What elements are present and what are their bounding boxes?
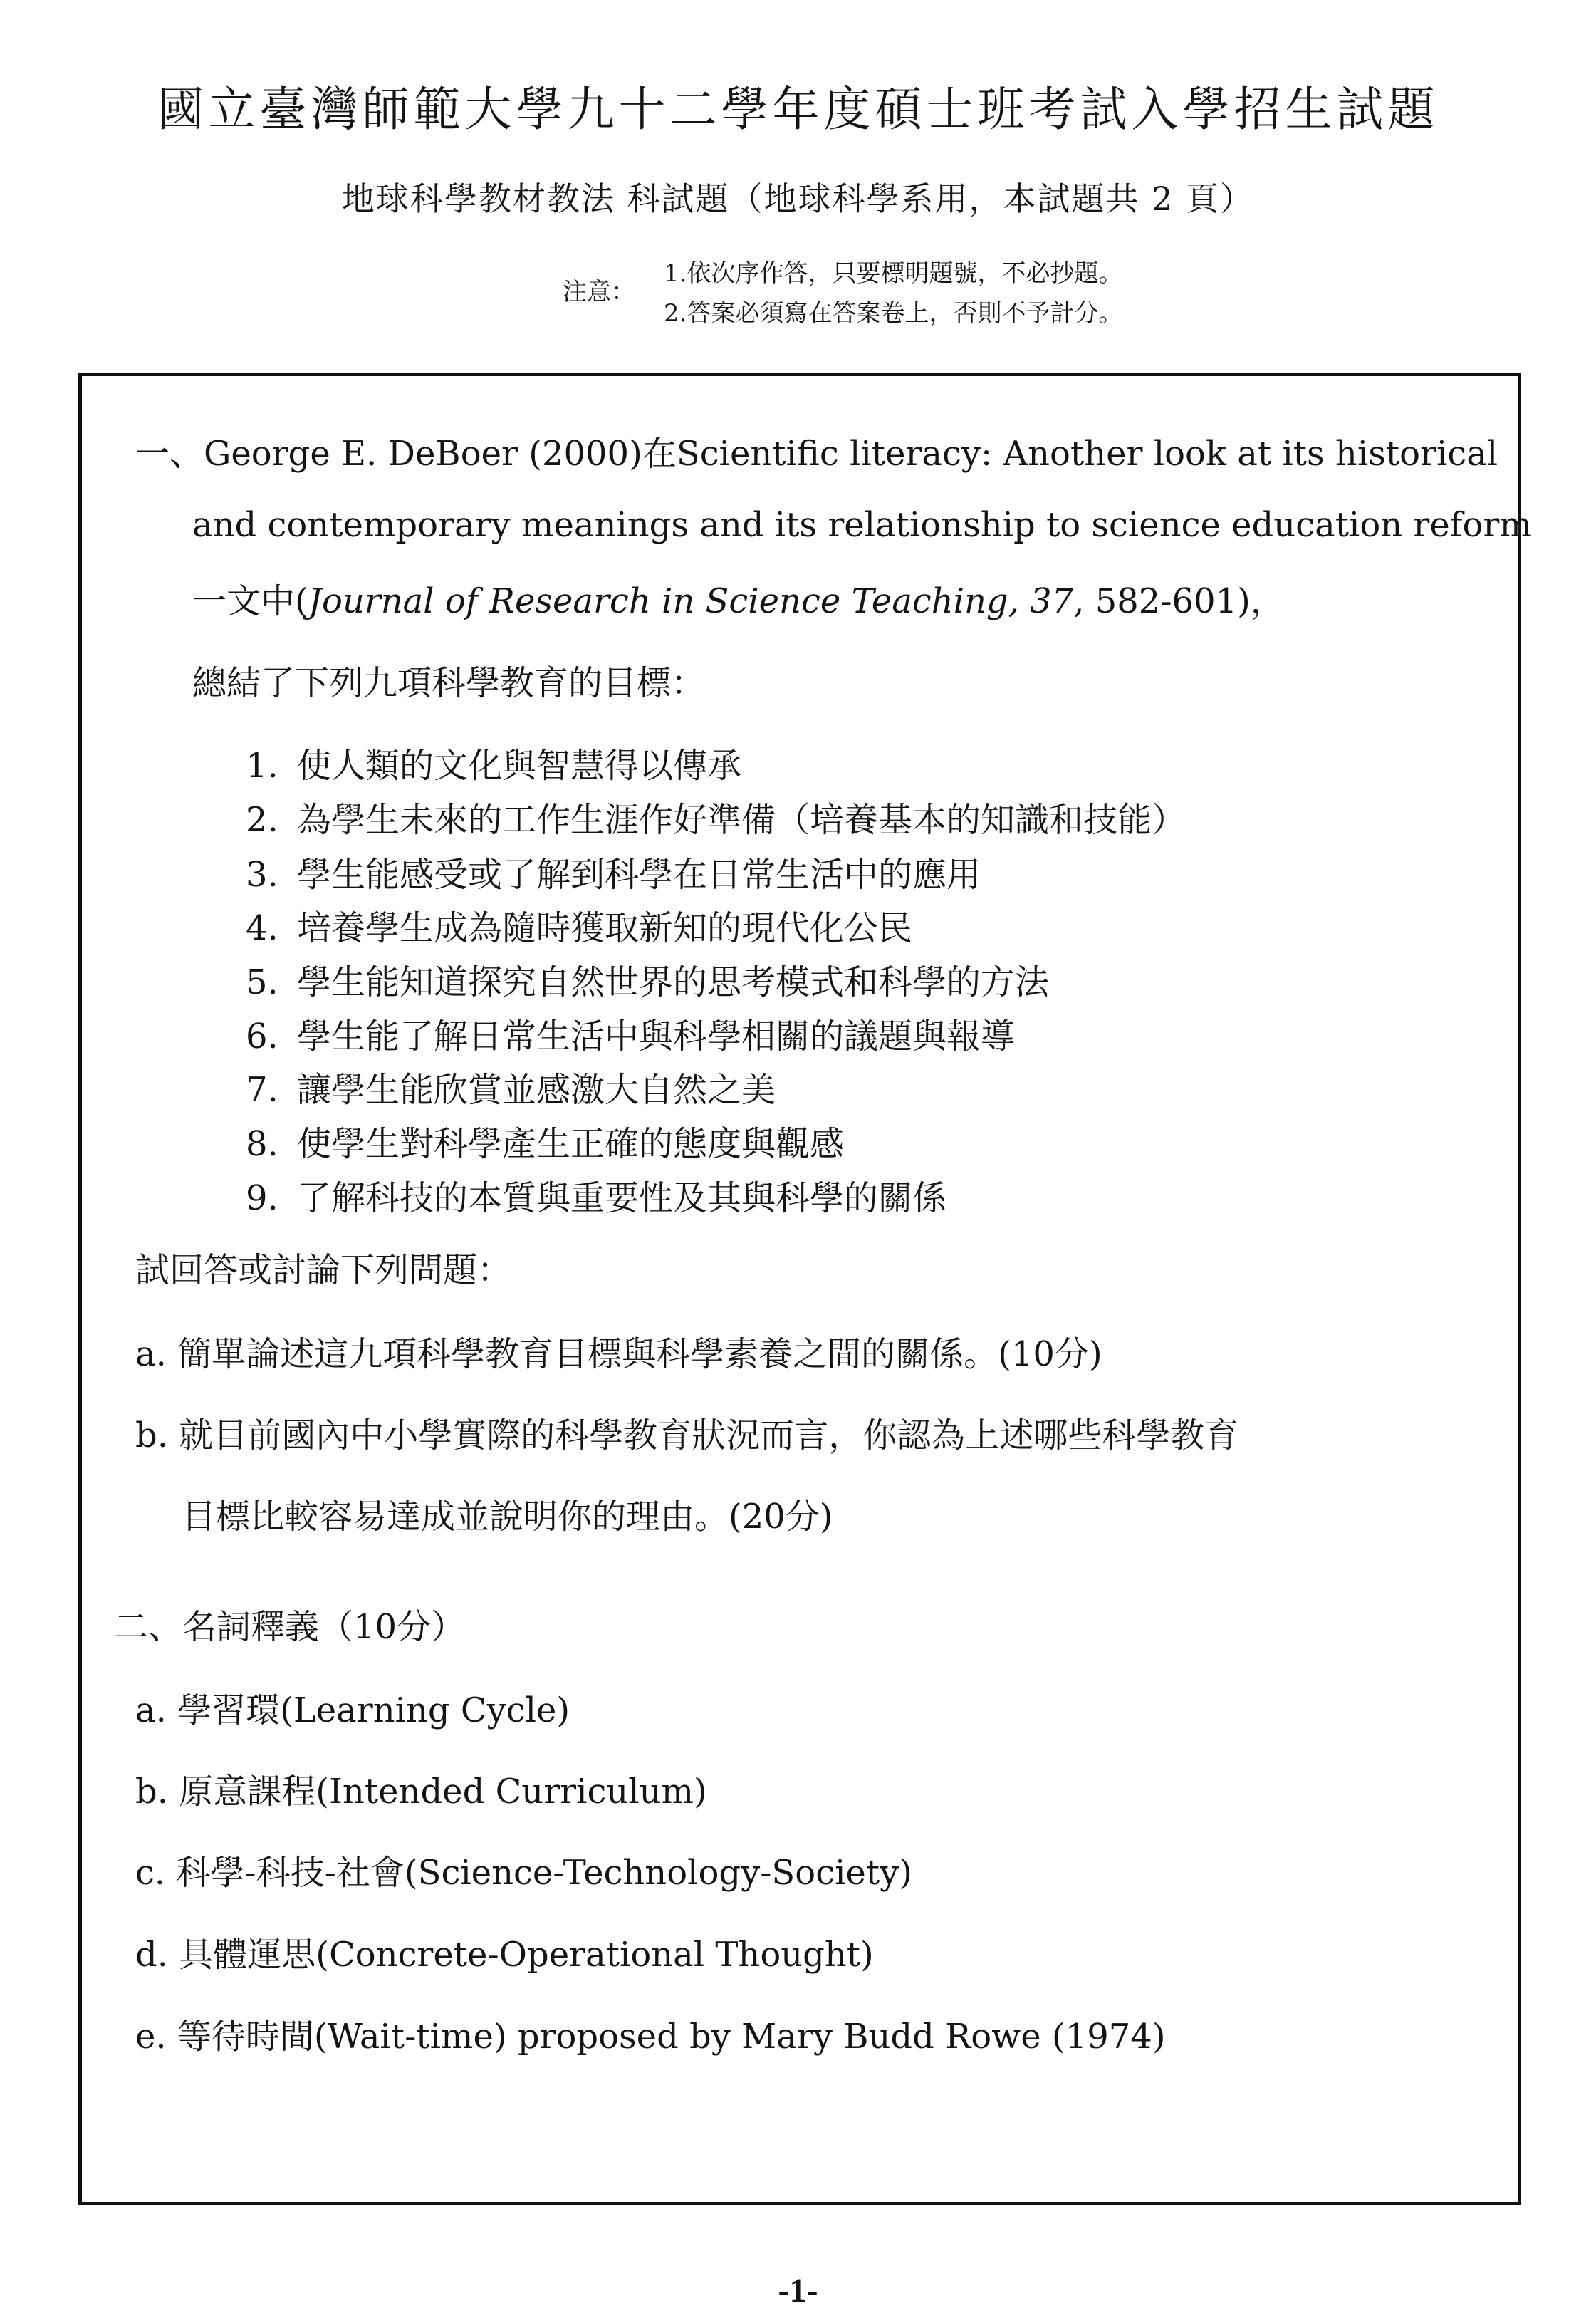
q2-term: a. 學習環(Learning Cycle) (135, 1690, 570, 1730)
goal-text: 學生能了解日常生活中與科學相關的議題與報導 (297, 1017, 1016, 1056)
goal-number: 3. (246, 855, 278, 895)
goal-number: 5. (246, 962, 278, 1002)
note-2: 2.答案必須寫在答案卷上，否則不予計分。 (664, 299, 1123, 328)
journal-title: Journal of Research in Science Teaching, 37 (308, 581, 1074, 621)
notes-label: 注意： (563, 278, 635, 306)
goal-item (246, 792, 1186, 841)
q1-line-3-suffix: , 582-601)， (1073, 581, 1285, 621)
q2-term: b. 原意課程(Intended Curriculum) (135, 1772, 707, 1812)
q1-part-b-line-2: 目標比較容易達成並說明你的理由。(20分) (182, 1497, 833, 1537)
goal-item (246, 900, 912, 950)
goal-text: 了解科技的本質與重要性及其與科學的關係 (297, 1178, 947, 1218)
goal-number: 8. (246, 1124, 278, 1164)
goal-item (246, 1009, 1015, 1058)
goal-item (246, 1116, 844, 1165)
goal-number: 1. (246, 746, 278, 786)
goal-text: 使學生對科學產生正確的態度與觀感 (297, 1124, 845, 1164)
q1-part-a: a. 簡單論述這九項科學教育目標與科學素養之間的關係。(10分) (135, 1334, 1102, 1374)
q2-term: e. 等待時間(Wait-time) proposed by Mary Budd Rowe (1974) (135, 2017, 1166, 2057)
q2-heading: 二、名詞釋義（10分） (114, 1607, 466, 1647)
q1-line-3 (192, 573, 1285, 623)
goal-item (246, 1170, 946, 1220)
goal-text: 培養學生成為隨時獲取新知的現代化公民 (297, 908, 913, 948)
q1-line-1: 一、George E. DeBoer (2000)在Scientific literacy: Another look at its historical (135, 434, 1498, 474)
goal-number: 2. (246, 800, 278, 840)
goal-text: 使人類的文化與智慧得以傳承 (297, 746, 742, 786)
goal-number: 7. (246, 1070, 278, 1110)
goal-item (246, 738, 741, 787)
goal-text: 學生能感受或了解到科學在日常生活中的應用 (297, 855, 981, 895)
goal-number: 6. (246, 1017, 278, 1056)
exam-subtitle: 地球科學教材教法 科試題（地球科學系用，本試題共 2 頁） (341, 180, 1255, 218)
goal-text: 學生能知道探究自然世界的思考模式和科學的方法 (297, 962, 1050, 1002)
q2-term: d. 具體運思(Concrete-Operational Thought) (135, 1935, 874, 1975)
q1-part-b-line-1: b. 就目前國內中小學實際的科學教育狀況而言，你認為上述哪些科學教育 (135, 1415, 1239, 1455)
goal-item (246, 955, 1049, 1004)
q1-line-3-prefix: 一文中( (192, 581, 308, 621)
goal-text: 為學生未來的工作生涯作好準備（培養基本的知識和技能） (297, 800, 1186, 840)
goal-item (246, 847, 981, 896)
exam-title: 國立臺灣師範大學九十二學年度碩士班考試入學招生試題 (157, 82, 1439, 137)
goal-number: 9. (246, 1178, 278, 1218)
page-number: -1- (778, 2272, 818, 2309)
goal-text: 讓學生能欣賞並感激大自然之美 (297, 1070, 776, 1110)
q1-prompt: 試回答或討論下列問題： (135, 1250, 512, 1290)
q1-line-4: 總結了下列九項科學教育的目標： (192, 663, 706, 703)
goal-number: 4. (246, 908, 278, 948)
goal-item (246, 1062, 776, 1111)
q2-term: c. 科學-科技-社會(Science-Technology-Society) (135, 1853, 912, 1893)
q1-line-2: and contemporary meanings and its relationship to science education reform (192, 505, 1532, 545)
note-1: 1.依次序作答，只要標明題號，不必抄題。 (664, 259, 1123, 288)
